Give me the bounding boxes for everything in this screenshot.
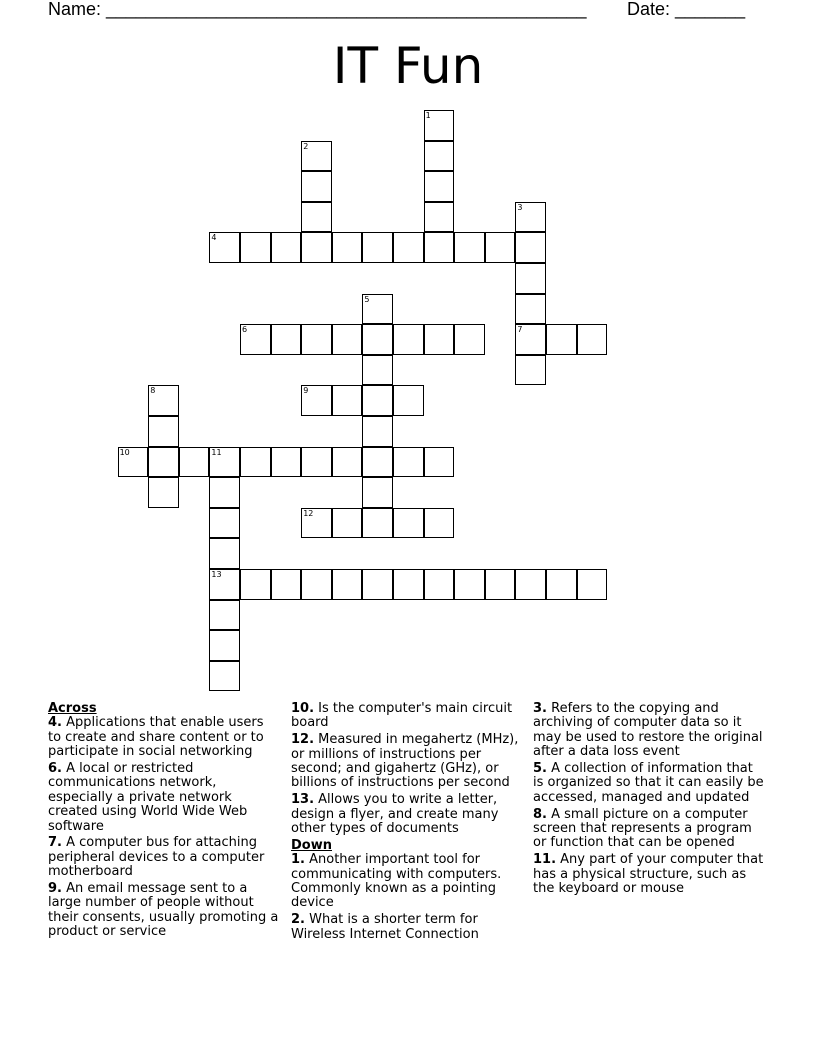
across-heading: Across [48,701,97,716]
clue-number-label: 6 [242,325,248,335]
clue-number: 5. [533,761,547,777]
grid-cell[interactable] [209,508,240,539]
grid-cell[interactable] [179,447,210,478]
clue-body: What is a shorter term for Wireless Internet Connection [291,912,479,942]
clue-number: 10. [291,701,315,716]
clue-number: 13. [291,792,315,808]
clue-number: 4. [48,715,62,731]
clue-number: 8. [533,806,547,822]
clue-number-label: 5 [364,294,370,304]
clue-number: 9. [48,881,62,897]
grid-cell[interactable] [362,569,393,600]
grid-cell[interactable] [209,477,240,508]
grid-cell[interactable] [240,324,271,355]
clue-number-label: 13 [211,570,222,579]
clue-number-label: 11 [211,447,222,457]
grid-cell[interactable] [362,385,393,416]
grid-cell[interactable] [424,232,455,263]
clue-text [291,733,523,791]
clue-body: A local or restricted communications network, especially a private network created using World Wide Web software [48,761,248,834]
grid-cell[interactable] [148,477,179,508]
clue-number: 11. [533,852,557,868]
grid-cell[interactable] [240,232,271,263]
clue-text [48,882,280,940]
puzzle-title: IT Fun [332,37,484,95]
grid-cell[interactable] [424,569,455,600]
grid-cell[interactable] [332,385,363,416]
grid-cell[interactable] [454,232,485,263]
clue-body: Any part of your computer that has a physical structure, such as the keyboard or mouse [533,852,764,897]
clue-number-label: 4 [211,233,217,243]
clue-text [291,913,523,942]
grid-cell[interactable] [362,508,393,539]
clue-body: A collection of information that is organized so that it can easily be accessed, managed and updated [533,761,764,805]
grid-cell[interactable] [362,477,393,508]
clue-text [533,808,765,851]
grid-cell[interactable] [393,508,424,539]
grid-cell[interactable] [362,232,393,263]
clue-number: 1. [291,852,305,868]
clue-number-label: 7 [517,325,523,335]
grid-cell[interactable] [118,447,149,478]
clue-text [48,716,280,759]
grid-cell[interactable] [209,232,240,263]
clue-number-label: 9 [303,386,309,396]
grid-cell[interactable] [209,538,240,569]
clue-number: 6. [48,761,62,777]
clue-text [291,853,523,911]
grid-cell[interactable] [332,324,363,355]
grid-cell[interactable] [271,447,302,478]
grid-cell[interactable] [209,447,240,478]
clue-text [291,793,523,836]
grid-cell[interactable] [271,324,302,355]
grid-cell[interactable] [424,447,455,478]
grid-cell[interactable] [362,447,393,478]
grid-cell[interactable] [301,447,332,478]
clue-text [533,853,765,896]
grid-cell[interactable] [577,569,608,600]
grid-cell[interactable] [362,324,393,355]
clue-body: Another important tool for communicating with computers. Commonly known as a pointing device [291,852,502,911]
clue-body: Allows you to write a letter, design a flyer, and create many other types of documents [291,792,499,837]
grid-cell[interactable] [424,110,455,141]
grid-cell[interactable] [515,294,546,325]
grid-cell[interactable] [454,324,485,355]
name-field-label[interactable]: Name: ________________________________________________ [48,0,587,19]
grid-cell[interactable] [209,630,240,661]
grid-cell[interactable] [577,324,608,355]
grid-cell[interactable] [515,232,546,263]
grid-cell[interactable] [301,171,332,202]
clue-number: 7. [48,835,62,851]
grid-cell[interactable] [424,141,455,172]
grid-cell[interactable] [424,324,455,355]
grid-cell[interactable] [240,569,271,600]
grid-cell[interactable] [424,171,455,202]
grid-cell[interactable] [393,232,424,263]
grid-cell[interactable] [301,141,332,172]
grid-cell[interactable] [393,569,424,600]
grid-cell[interactable] [393,447,424,478]
grid-cell[interactable] [546,569,577,600]
grid-cell[interactable] [301,385,332,416]
clue-body: Measured in megahertz (MHz), or millions of instructions per second; and gigahertz (GHz), or billions of instructions per second [291,732,519,791]
clue-number-label: 2 [303,141,309,151]
clue-number-label: 3 [517,202,523,212]
clue-column-1 [48,702,280,942]
grid-cell[interactable] [515,202,546,233]
clue-text [48,762,280,834]
clue-number-label: 10 [119,447,130,457]
clue-text [533,762,765,805]
clue-number-label: 12 [303,508,314,518]
grid-cell[interactable] [362,355,393,386]
clue-column-2 [291,702,523,944]
grid-cell[interactable] [209,569,240,600]
grid-cell[interactable] [515,355,546,386]
grid-cell[interactable] [393,324,424,355]
date-field-label[interactable]: Date: _______ [627,0,746,19]
grid-cell[interactable] [301,232,332,263]
grid-cell[interactable] [148,447,179,478]
grid-cell[interactable] [301,569,332,600]
grid-cell[interactable] [546,324,577,355]
clue-body: A computer bus for attaching peripheral devices to a computer motherboard [48,835,265,880]
grid-cell[interactable] [515,324,546,355]
grid-cell[interactable] [148,385,179,416]
clue-number-label: 1 [425,111,431,120]
grid-cell[interactable] [301,202,332,233]
grid-cell[interactable] [393,385,424,416]
grid-cell[interactable] [209,661,240,692]
grid-cell[interactable] [301,508,332,539]
grid-cell[interactable] [485,232,516,263]
clue-column-3 [533,702,765,899]
grid-cell[interactable] [424,202,455,233]
clue-number: 3. [533,701,547,716]
grid-cell[interactable] [332,232,363,263]
grid-cell[interactable] [362,294,393,325]
clue-text [291,702,523,731]
grid-cell[interactable] [148,416,179,447]
clue-number: 12. [291,732,315,748]
grid-cell[interactable] [515,569,546,600]
grid-cell[interactable] [424,508,455,539]
clue-body: An email message sent to a large number of people without their consents, usually promoting a product or service [48,881,279,940]
grid-cell[interactable] [271,569,302,600]
clue-text [533,702,765,760]
grid-cell[interactable] [515,263,546,294]
grid-cell[interactable] [301,324,332,355]
grid-cell[interactable] [332,508,363,539]
grid-cell[interactable] [240,447,271,478]
down-heading: Down [291,837,332,853]
clue-body: Applications that enable users to create and share content or to participate in social networking [48,715,264,760]
grid-cell[interactable] [332,447,363,478]
clue-body: Refers to the copying and archiving of computer data so it may be used to restore the original after a data loss event [533,701,763,760]
grid-cell[interactable] [209,600,240,631]
clue-number: 2. [291,912,305,928]
grid-cell[interactable] [332,569,363,600]
clue-number-label: 8 [150,386,156,396]
clue-body: A small picture on a computer screen that represents a program or function that can be opened [533,806,752,851]
grid-cell[interactable] [454,569,485,600]
clue-body: Is the computer's main circuit board [291,701,513,731]
grid-cell[interactable] [362,416,393,447]
grid-cell[interactable] [271,232,302,263]
clue-text [48,836,280,879]
grid-cell[interactable] [485,569,516,600]
